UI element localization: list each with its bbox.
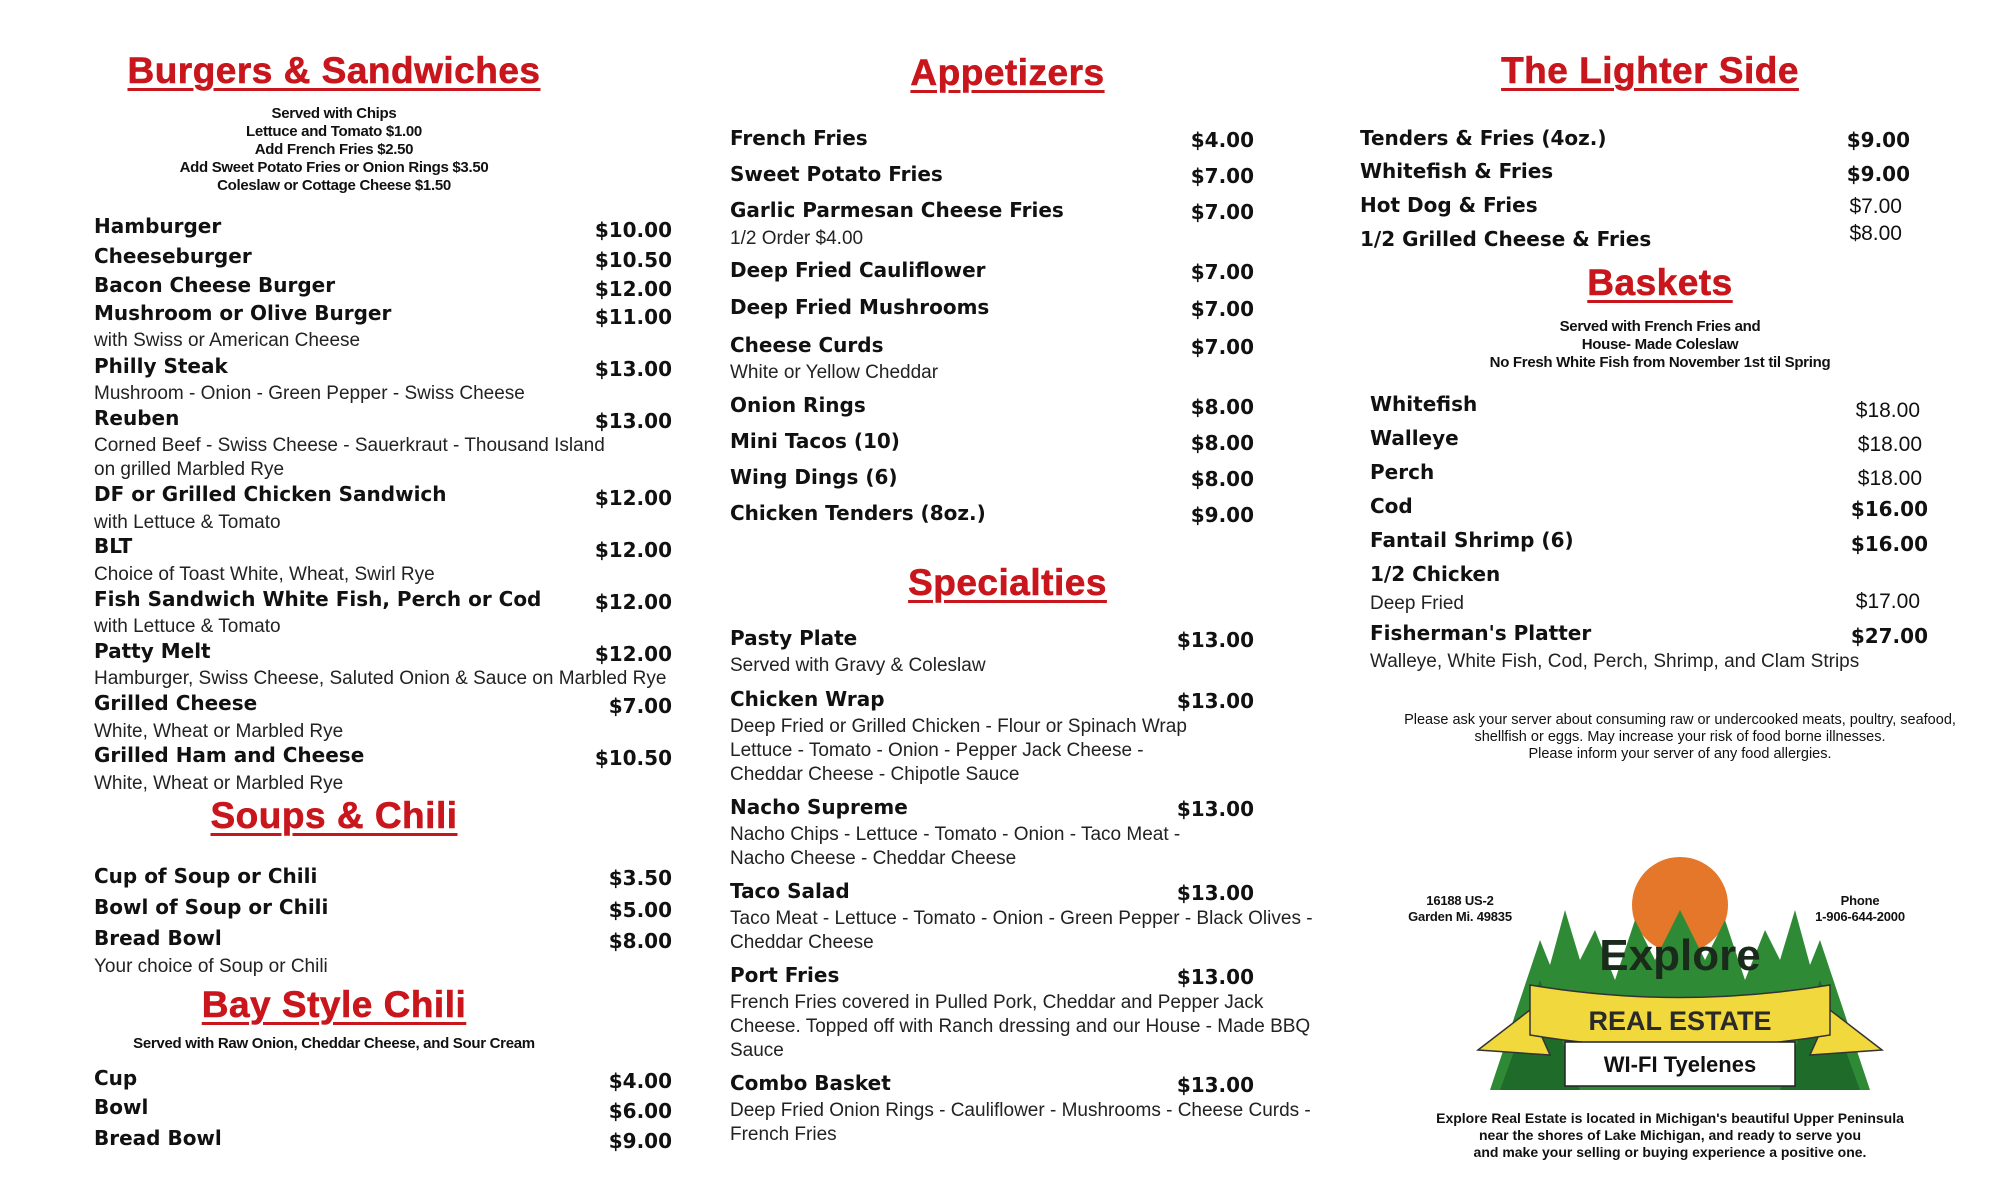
item-name: Cup of Soup or Chili bbox=[94, 864, 318, 888]
item-desc: Corned Beef - Swiss Cheese - Sauerkraut - Thousand Island on grilled Marbled Rye bbox=[94, 435, 605, 480]
item-price: $18.00 bbox=[1857, 467, 1922, 490]
item-price: $13.00 bbox=[1176, 689, 1254, 713]
item-name: Pasty Plate bbox=[730, 626, 858, 650]
heading-baskets: Baskets bbox=[1587, 262, 1733, 303]
address-line: Garden Mi. 49835 bbox=[1408, 909, 1512, 924]
wifi-text: WI-FI Tyelenes bbox=[1603, 1052, 1757, 1077]
item-name: Sweet Potato Fries bbox=[730, 162, 943, 186]
note-line: Coleslaw or Cottage Cheese $1.50 bbox=[217, 177, 451, 194]
item-desc: 1/2 Order $4.00 bbox=[730, 228, 864, 249]
item-price: $9.00 bbox=[1846, 162, 1910, 186]
item-price: $8.00 bbox=[1190, 431, 1254, 455]
explore-real-estate-logo bbox=[1470, 850, 1890, 1110]
item-price: $12.00 bbox=[594, 277, 672, 301]
item-desc: Your choice of Soup or Chili bbox=[94, 956, 328, 977]
item-name: BLT bbox=[94, 534, 133, 558]
item-price: $13.00 bbox=[594, 357, 672, 381]
item-name: Nacho Supreme bbox=[730, 795, 908, 819]
item-price: $4.00 bbox=[1190, 128, 1254, 152]
item-price: $12.00 bbox=[594, 590, 672, 614]
ad-tagline bbox=[1360, 1110, 1980, 1161]
item-price: $8.00 bbox=[1849, 222, 1902, 245]
item-name: Mini Tacos (10) bbox=[730, 429, 900, 453]
note-line: Lettuce and Tomato $1.00 bbox=[246, 123, 422, 140]
heading-appetizers: Appetizers bbox=[910, 52, 1105, 93]
item-desc: Choice of Toast White, Wheat, Swirl Rye bbox=[94, 564, 435, 585]
column-appetizers bbox=[730, 0, 1330, 1198]
item-price: $7.00 bbox=[1190, 297, 1254, 321]
item-price: $18.00 bbox=[1857, 433, 1922, 456]
item-name: Garlic Parmesan Cheese Fries bbox=[730, 198, 1064, 222]
phone-label: Phone bbox=[1840, 893, 1880, 908]
item-name: Whitefish bbox=[1370, 392, 1478, 416]
item-price: $13.00 bbox=[1176, 881, 1254, 905]
item-name: Mushroom or Olive Burger bbox=[94, 301, 392, 325]
item-name: Port Fries bbox=[730, 963, 840, 987]
item-name: Philly Steak bbox=[94, 354, 228, 378]
item-desc: with Lettuce & Tomato bbox=[94, 512, 281, 533]
item-name: Fish Sandwich White Fish, Perch or Cod bbox=[94, 587, 542, 611]
note-line: Add French Fries $2.50 bbox=[254, 141, 414, 158]
tagline-line: and make your selling or buying experience a positive one. bbox=[1473, 1144, 1867, 1160]
item-price: $13.00 bbox=[1176, 965, 1254, 989]
phone-number: 1-906-644-2000 bbox=[1815, 909, 1905, 924]
item-name: Perch bbox=[1370, 460, 1435, 484]
item-price: $9.00 bbox=[1190, 503, 1254, 527]
item-desc: Served with Gravy & Coleslaw bbox=[730, 655, 986, 676]
item-price: $7.00 bbox=[1849, 195, 1902, 218]
item-price: $13.00 bbox=[1176, 1073, 1254, 1097]
item-name: Chicken Wrap bbox=[730, 687, 885, 711]
item-price: $13.00 bbox=[594, 409, 672, 433]
item-name: 1/2 Grilled Cheese & Fries bbox=[1360, 227, 1652, 251]
item-price: $8.00 bbox=[608, 929, 672, 953]
heading-specialties: Specialties bbox=[908, 562, 1107, 603]
bay-chili-note: Served with Raw Onion, Cheddar Cheese, and Sour Cream bbox=[133, 1035, 535, 1052]
note-line: Add Sweet Potato Fries or Onion Rings $3.50 bbox=[179, 159, 489, 176]
item-name: Taco Salad bbox=[730, 879, 850, 903]
item-name: Patty Melt bbox=[94, 639, 211, 663]
heading-soups: Soups & Chili bbox=[210, 795, 458, 836]
item-name: Tenders & Fries (4oz.) bbox=[1360, 126, 1607, 150]
item-desc: White, Wheat or Marbled Rye bbox=[94, 721, 344, 742]
item-desc: Mushroom - Onion - Green Pepper - Swiss Cheese bbox=[94, 383, 525, 404]
item-name: Deep Fried Cauliflower bbox=[730, 258, 986, 282]
item-price: $9.00 bbox=[608, 1129, 672, 1153]
heading-lighter: The Lighter Side bbox=[1501, 50, 1799, 91]
item-name: Cup bbox=[94, 1066, 138, 1090]
item-price: $16.00 bbox=[1850, 497, 1928, 521]
tagline-line: near the shores of Lake Michigan, and ready to serve you bbox=[1478, 1127, 1861, 1143]
item-price: $8.00 bbox=[1190, 395, 1254, 419]
column-burgers bbox=[94, 0, 694, 1198]
item-name: Hamburger bbox=[94, 214, 222, 238]
item-desc: White, Wheat or Marbled Rye bbox=[94, 773, 344, 794]
item-desc: with Swiss or American Cheese bbox=[94, 330, 361, 351]
item-price: $11.00 bbox=[594, 305, 672, 329]
item-name: Grilled Ham and Cheese bbox=[94, 743, 365, 767]
item-price: $8.00 bbox=[1190, 467, 1254, 491]
item-name: Cheeseburger bbox=[94, 244, 252, 268]
item-price: $12.00 bbox=[594, 486, 672, 510]
item-desc: White or Yellow Cheddar bbox=[730, 362, 939, 383]
item-price: $7.00 bbox=[608, 694, 672, 718]
item-name: DF or Grilled Chicken Sandwich bbox=[94, 482, 447, 506]
item-name: Bread Bowl bbox=[94, 926, 222, 950]
item-price: $27.00 bbox=[1850, 624, 1928, 648]
allergy-disclaimer bbox=[1380, 712, 1980, 763]
item-price: $7.00 bbox=[1190, 335, 1254, 359]
item-name: Whitefish & Fries bbox=[1360, 159, 1554, 183]
item-price: $13.00 bbox=[1176, 628, 1254, 652]
item-price: $10.00 bbox=[594, 218, 672, 242]
item-price: $4.00 bbox=[608, 1069, 672, 1093]
item-price: $18.00 bbox=[1855, 399, 1920, 422]
heading-bay-chili: Bay Style Chili bbox=[201, 984, 467, 1025]
item-desc: with Lettuce & Tomato bbox=[94, 616, 281, 637]
item-price: $3.50 bbox=[608, 866, 672, 890]
heading-burgers: Burgers & Sandwiches bbox=[127, 50, 541, 91]
item-price: $10.50 bbox=[594, 746, 672, 770]
item-price: $12.00 bbox=[594, 642, 672, 666]
item-name: 1/2 Chicken bbox=[1370, 562, 1501, 586]
item-name: French Fries bbox=[730, 126, 868, 150]
item-name: Hot Dog & Fries bbox=[1360, 193, 1538, 217]
logo-word: Explore bbox=[1599, 931, 1761, 980]
item-name: Cheese Curds bbox=[730, 333, 884, 357]
disclaimer-line: shellfish or eggs. May increase your risk of food borne illnesses. bbox=[1474, 729, 1886, 745]
item-name: Bowl bbox=[94, 1095, 149, 1119]
item-price: $9.00 bbox=[1846, 128, 1910, 152]
item-price: $16.00 bbox=[1850, 532, 1928, 556]
item-name: Bacon Cheese Burger bbox=[94, 273, 336, 297]
burgers-notes bbox=[94, 105, 574, 195]
baskets-notes bbox=[1360, 318, 1960, 372]
item-desc: Deep Fried or Grilled Chicken - Flour or Spinach Wrap Lettuce - Tomato - Onion - Pepper Jack Cheese - Cheddar Cheese - Chipotle Sauce bbox=[730, 716, 1187, 785]
item-name: Cod bbox=[1370, 494, 1413, 518]
ribbon-text: REAL ESTATE bbox=[1588, 1006, 1772, 1036]
item-price: $10.50 bbox=[594, 248, 672, 272]
item-name: Reuben bbox=[94, 406, 180, 430]
item-name: Grilled Cheese bbox=[94, 691, 258, 715]
note-line: House- Made Coleslaw bbox=[1581, 336, 1739, 353]
item-name: Wing Dings (6) bbox=[730, 465, 898, 489]
item-desc: Taco Meat - Lettuce - Tomato - Onion - Green Pepper - Black Olives - Cheddar Cheese bbox=[730, 908, 1313, 953]
item-price: $12.00 bbox=[594, 538, 672, 562]
item-desc: Deep Fried bbox=[1370, 593, 1464, 614]
note-line: Served with Chips bbox=[271, 105, 397, 122]
tagline-line: Explore Real Estate is located in Michigan's beautiful Upper Peninsula bbox=[1436, 1110, 1904, 1126]
column-lighter bbox=[1360, 0, 1990, 1198]
item-name: Bowl of Soup or Chili bbox=[94, 895, 329, 919]
item-price: $7.00 bbox=[1190, 164, 1254, 188]
note-line: No Fresh White Fish from November 1st til Spring bbox=[1489, 354, 1831, 371]
disclaimer-line: Please inform your server of any food allergies. bbox=[1528, 746, 1832, 762]
item-desc: Walleye, White Fish, Cod, Perch, Shrimp, and Clam Strips bbox=[1370, 651, 1860, 672]
address-line: 16188 US-2 bbox=[1426, 893, 1494, 908]
item-price: $7.00 bbox=[1190, 200, 1254, 224]
item-name: Fantail Shrimp (6) bbox=[1370, 528, 1574, 552]
item-price: $6.00 bbox=[608, 1099, 672, 1123]
item-name: Onion Rings bbox=[730, 393, 866, 417]
item-desc: Hamburger, Swiss Cheese, Saluted Onion & Sauce on Marbled Rye bbox=[94, 668, 667, 689]
item-name: Bread Bowl bbox=[94, 1126, 222, 1150]
item-desc: French Fries covered in Pulled Pork, Cheddar and Pepper Jack Cheese. Topped off with Ranch dressing and our House - Made BBQ Sauce bbox=[730, 992, 1311, 1061]
item-name: Chicken Tenders (8oz.) bbox=[730, 501, 986, 525]
item-desc: Deep Fried Onion Rings - Cauliflower - Mushrooms - Cheese Curds - French Fries bbox=[730, 1100, 1311, 1145]
item-name: Walleye bbox=[1370, 426, 1459, 450]
item-price: $17.00 bbox=[1855, 590, 1920, 613]
item-price: $13.00 bbox=[1176, 797, 1254, 821]
note-line: Served with French Fries and bbox=[1559, 318, 1761, 335]
item-name: Fisherman's Platter bbox=[1370, 621, 1592, 645]
disclaimer-line: Please ask your server about consuming raw or undercooked meats, poultry, seafood, bbox=[1404, 712, 1956, 728]
item-name: Combo Basket bbox=[730, 1071, 891, 1095]
item-price: $7.00 bbox=[1190, 260, 1254, 284]
item-desc: Nacho Chips - Lettuce - Tomato - Onion - Taco Meat - Nacho Cheese - Cheddar Cheese bbox=[730, 824, 1181, 869]
item-price: $5.00 bbox=[608, 898, 672, 922]
item-name: Deep Fried Mushrooms bbox=[730, 295, 990, 319]
